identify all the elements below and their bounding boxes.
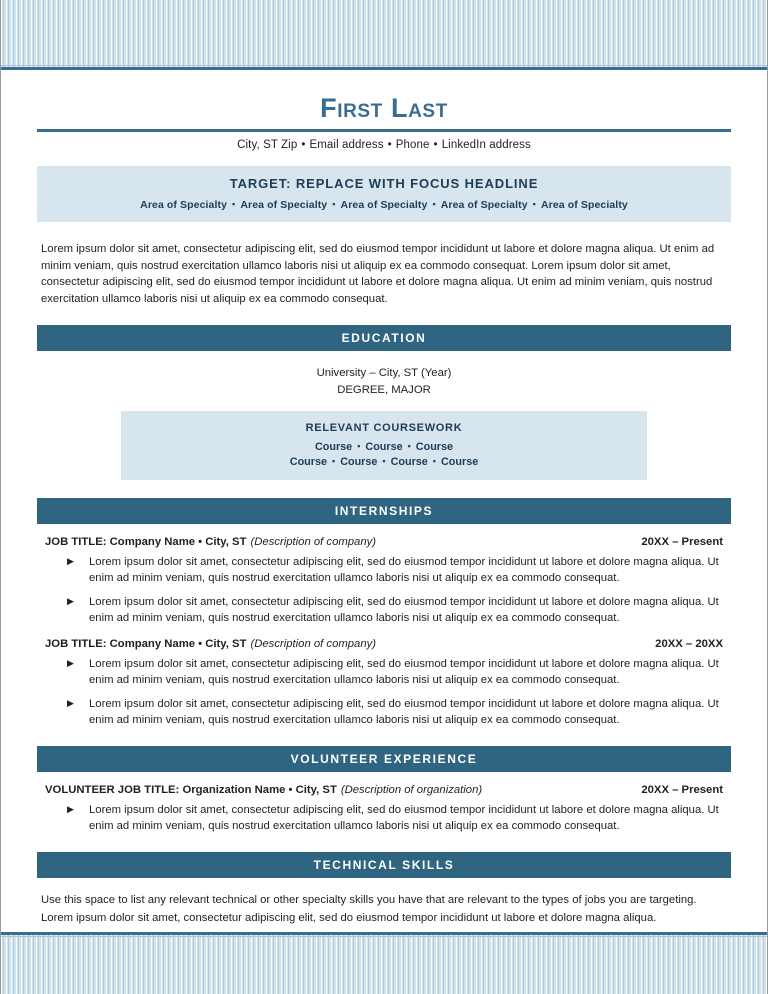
professional-summary: Lorem ipsum dolor sit amet, consectetur adipiscing elit, sed do eiusmod tempor incididunt ut labore et dolore magna aliqua. Ut enim ad minim veniam, quis nostrud exercitation ullamco laboris nisi ut aliquip ex ea commodo consequat. Lorem ipsum dolor sit amet, consectetur adipiscing elit, sed do eiusmod tempor incididunt ut labore et dolore magna aliqua. Ut enim ad minim veniam, quis nostrud exercitation ullamco laboris nisi ut aliquip ex ea commodo consequat. [41, 243, 715, 305]
footer-band-soft-rule [1, 936, 767, 937]
coursework-item: Course [365, 441, 403, 454]
page-title: First Last [320, 93, 448, 123]
skills-body-text: Use this space to list any relevant technical or other specialty skills you have that are relevant to the types of jobs you are targeting. Lorem ipsum dolor sit amet, consectetur adipiscing elit, sed do eiusmod tempor incididunt ut labore et dolore magna aliqua. [41, 894, 697, 924]
section-header-education: EDUCATION [37, 325, 731, 351]
triangle-bullet-icon: ▶ [67, 596, 74, 607]
contact-linkedin: LinkedIn address [441, 139, 531, 151]
bullet-text: Lorem ipsum dolor sit amet, consectetur adipiscing elit, sed do eiusmod tempor incididunt ut labore et dolore magna aliqua. Ut enim ad minim veniam, quis nostrud exercitation ullamco laboris nisi ut aliquip ex ea commodo consequat. [89, 804, 719, 833]
triangle-bullet-icon: ▶ [67, 804, 74, 815]
coursework-separator: ▪ [331, 456, 336, 467]
experience-title: JOB TITLE: Company Name • City, ST [45, 638, 247, 651]
experience-description: (Description of company) [250, 638, 377, 651]
section-header-internships: INTERNSHIPS [37, 498, 731, 524]
contact-location: City, ST Zip [237, 139, 298, 151]
experience-entry-header [45, 536, 723, 548]
experience-bullet-list [45, 554, 723, 626]
contact-phone: Phone [395, 139, 430, 151]
specialty-separator: ▪ [332, 199, 336, 209]
section-header-volunteer: VOLUNTEER EXPERIENCE [37, 746, 731, 772]
specialty-list [49, 199, 719, 211]
coursework-item: Course [340, 456, 378, 469]
contact-separator: • [301, 139, 306, 151]
target-headline: TARGET: REPLACE WITH FOCUS HEADLINE [229, 176, 539, 191]
coursework-item: Course [289, 456, 327, 469]
list-item [45, 656, 723, 688]
coursework-title: RELEVANT COURSEWORK [305, 422, 463, 435]
resume-content [1, 71, 767, 932]
volunteer-title: VOLUNTEER JOB TITLE: Organization Name • City, ST [45, 784, 337, 797]
decorative-footer-band [1, 932, 767, 994]
specialty-separator: ▪ [432, 199, 436, 209]
contact-separator: • [433, 139, 438, 151]
bullet-text: Lorem ipsum dolor sit amet, consectetur adipiscing elit, sed do eiusmod tempor incididunt ut labore et dolore magna aliqua. Ut enim ad minim veniam, quis nostrud exercitation ullamco laboris nisi ut aliquip ex ea commodo consequat. [89, 658, 719, 687]
contact-line [1, 139, 767, 151]
coursework-item: Course [314, 441, 353, 454]
target-headline-box [37, 166, 731, 222]
experience-bullet-list [45, 656, 723, 728]
coursework-separator: ▪ [357, 441, 361, 452]
specialty-item: Area of Specialty [140, 199, 228, 211]
coursework-row [131, 456, 637, 468]
list-item [45, 696, 723, 728]
triangle-bullet-icon: ▶ [67, 698, 74, 709]
coursework-item: Course [441, 456, 479, 469]
specialty-separator: ▪ [232, 199, 236, 209]
header-band-rule [1, 67, 767, 70]
volunteer-bullet-list [45, 802, 723, 834]
experience-dates: 20XX – Present [641, 536, 723, 549]
education-school-line: University – City, ST (Year) [316, 367, 452, 380]
experience-description: (Description of company) [250, 536, 377, 549]
decorative-header-band [1, 0, 767, 70]
specialty-item: Area of Specialty [340, 199, 428, 211]
coursework-separator: ▪ [432, 456, 436, 467]
specialty-item: Area of Specialty [440, 199, 528, 211]
experience-entry [45, 638, 723, 728]
experience-title: JOB TITLE: Company Name • City, ST [45, 536, 247, 549]
volunteer-description: (Description of organization) [340, 784, 483, 797]
experience-entry-header [45, 638, 723, 650]
experience-dates: 20XX – 20XX [655, 638, 723, 651]
triangle-bullet-icon: ▶ [67, 556, 74, 567]
bullet-text: Lorem ipsum dolor sit amet, consectetur adipiscing elit, sed do eiusmod tempor incididunt ut labore et dolore magna aliqua. Ut enim ad minim veniam, quis nostrud exercitation ullamco laboris nisi ut aliquip ex ea commodo consequat. [89, 556, 719, 585]
list-item [45, 554, 723, 586]
coursework-separator: ▪ [407, 441, 411, 452]
volunteer-entry [45, 784, 723, 834]
coursework-item: Course [415, 441, 453, 454]
specialty-separator: ▪ [532, 199, 536, 209]
volunteer-dates: 20XX – Present [641, 784, 723, 797]
volunteer-title-line [45, 784, 482, 796]
list-item [45, 594, 723, 626]
experience-title-line [45, 638, 376, 650]
education-entry [1, 365, 767, 398]
bullet-text: Lorem ipsum dolor sit amet, consectetur adipiscing elit, sed do eiusmod tempor incididunt ut labore et dolore magna aliqua. Ut enim ad minim veniam, quis nostrud exercitation ullamco laboris nisi ut aliquip ex ea commodo consequat. [89, 596, 719, 625]
section-header-skills: TECHNICAL SKILLS [37, 852, 731, 878]
coursework-item: Course [390, 456, 428, 469]
education-degree-line: DEGREE, MAJOR [337, 383, 431, 396]
title-divider [37, 129, 731, 132]
volunteer-entry-header [45, 784, 723, 796]
list-item [45, 802, 723, 834]
header-band-soft-rule [1, 65, 767, 66]
relevant-coursework-box [121, 411, 647, 480]
coursework-separator: ▪ [382, 456, 386, 467]
coursework-row [131, 441, 637, 453]
contact-email: Email address [309, 139, 384, 151]
experience-entry [45, 536, 723, 626]
footer-band-rule [1, 932, 767, 935]
contact-separator: • [387, 139, 392, 151]
specialty-item: Area of Specialty [540, 199, 628, 211]
bullet-text: Lorem ipsum dolor sit amet, consectetur adipiscing elit, sed do eiusmod tempor incididunt ut labore et dolore magna aliqua. Ut enim ad minim veniam, quis nostrud exercitation ullamco laboris nisi ut aliquip ex ea commodo consequat. [89, 698, 719, 727]
specialty-item: Area of Specialty [240, 199, 328, 211]
experience-title-line [45, 536, 376, 548]
triangle-bullet-icon: ▶ [67, 658, 74, 669]
